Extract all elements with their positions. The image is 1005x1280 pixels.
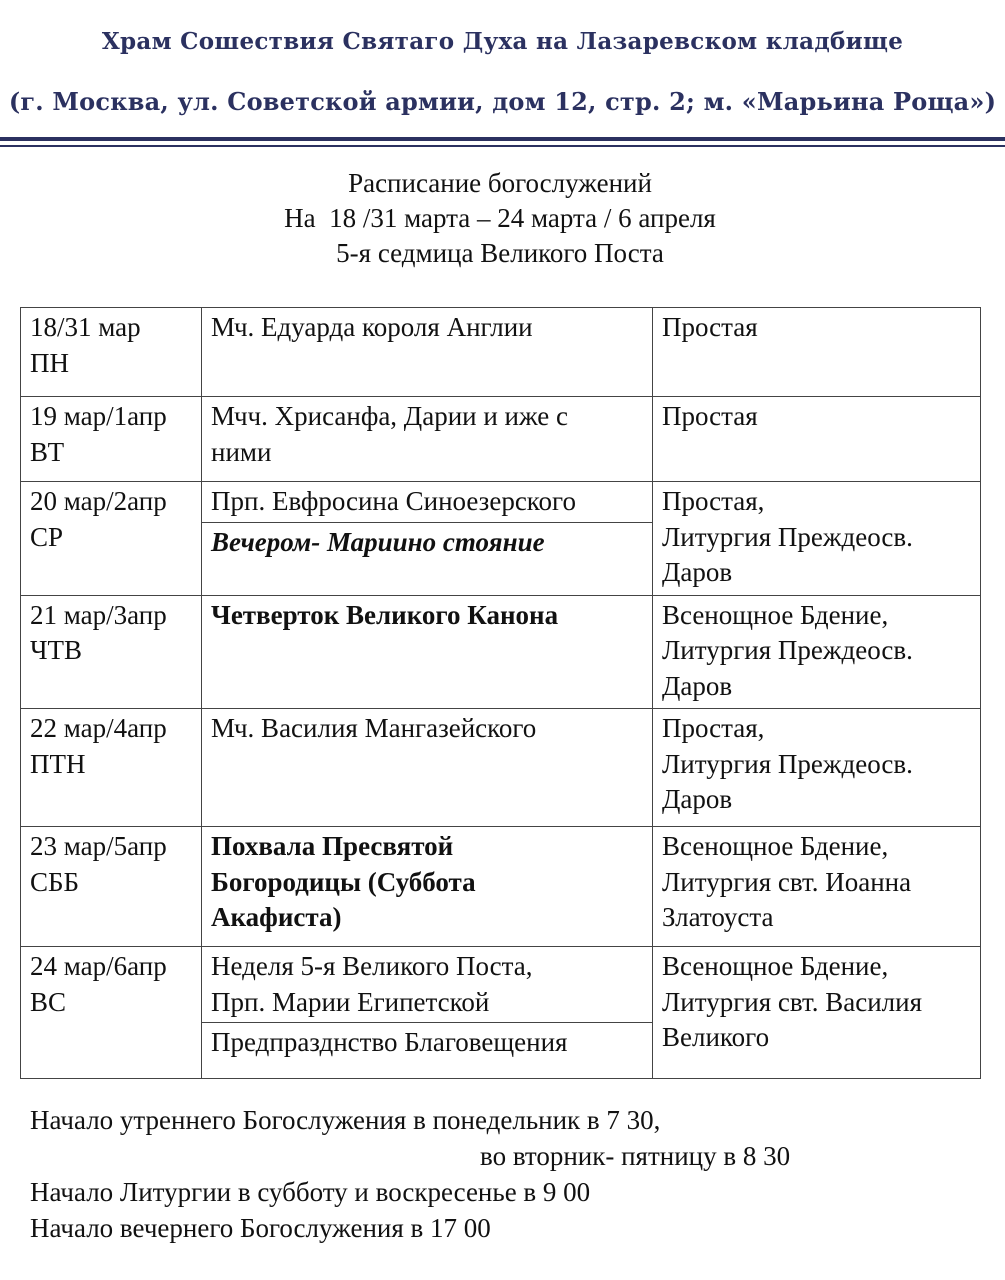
feast-text: Богородицы (Суббота xyxy=(211,866,476,897)
service-cell xyxy=(653,827,981,947)
service-text: Литургия Преждеосв. xyxy=(662,521,913,552)
row-day: ВТ xyxy=(30,436,65,467)
service-cell xyxy=(653,482,981,596)
feast-text: Прп. Марии Египетской xyxy=(211,986,490,1017)
service-cell xyxy=(653,595,981,709)
header-divider-thick xyxy=(0,137,1005,141)
schedule-title: Расписание богослужений xyxy=(348,168,652,198)
service-text: Литургия Преждеосв. xyxy=(662,635,913,665)
row-day: ПН xyxy=(30,347,69,378)
schedule-date-range: На 18 /31 марта – 24 марта / 6 апреля xyxy=(284,203,716,233)
feast-text: Прп. Евфросина Синоезерского xyxy=(211,486,576,516)
date-cell xyxy=(21,827,202,947)
service-text: Златоуста xyxy=(662,902,774,932)
forefeast-text: Предпразднство Благовещения xyxy=(202,1022,652,1063)
table-row xyxy=(21,827,981,947)
service-cell xyxy=(653,308,981,397)
service-text: Простая, xyxy=(662,486,765,516)
row-day: ПТН xyxy=(30,748,86,779)
table-row xyxy=(21,709,981,827)
table-row xyxy=(21,947,981,1079)
feast-text: Мчч. Хрисанфа, Дарии и иже с xyxy=(211,401,569,431)
row-day: СББ xyxy=(30,866,80,897)
service-text: Литургия Преждеосв. xyxy=(662,748,913,779)
row-date: 19 мар/1апр xyxy=(30,401,167,431)
feast-text-group xyxy=(202,947,652,1022)
service-text: Простая xyxy=(662,312,758,342)
feast-text: ними xyxy=(211,436,272,467)
feast-text: Похвала Пресвятой xyxy=(211,831,454,861)
row-date: 21 мар/3апр xyxy=(30,599,167,630)
row-date: 24 мар/6апр xyxy=(30,951,167,981)
feast-text: Мч. Едуарда короля Англии xyxy=(211,312,533,342)
table-row xyxy=(21,595,981,709)
service-cell xyxy=(653,709,981,827)
table-row xyxy=(21,482,981,596)
feast-cell xyxy=(202,595,653,709)
service-text: Даров xyxy=(662,557,733,587)
row-date: 22 мар/4апр xyxy=(30,713,167,743)
note-liturgy-weekend: Начало Литургии в субботу и воскресенье в 9 00 xyxy=(30,1177,591,1207)
date-cell xyxy=(21,308,202,397)
feast-cell xyxy=(202,947,653,1079)
service-text: Даров xyxy=(662,670,733,701)
feast-text: Четверток Великого Канона xyxy=(211,599,559,630)
service-text: Всенощное Бдение, xyxy=(662,951,889,981)
feast-cell xyxy=(202,709,653,827)
feast-cell xyxy=(202,827,653,947)
service-cell xyxy=(653,947,981,1079)
evening-service-note: Вечером- Мариино стояние xyxy=(202,522,652,563)
service-text: Литургия свт. Василия xyxy=(662,986,922,1017)
header-divider-thin xyxy=(0,145,1005,147)
row-date: 18/31 мар xyxy=(30,312,141,342)
feast-cell xyxy=(202,482,653,596)
row-day: ЧТВ xyxy=(30,635,83,665)
feast-cell xyxy=(202,308,653,397)
schedule-table xyxy=(20,307,981,1079)
service-text: Всенощное Бдение, xyxy=(662,831,889,861)
date-cell xyxy=(21,595,202,709)
feast-text: Мч. Василия Мангазейского xyxy=(211,713,537,743)
church-title: Храм Сошествия Святаго Духа на Лазаревском кладбище xyxy=(101,28,904,55)
schedule-heading xyxy=(0,166,1000,271)
row-date: 23 мар/5апр xyxy=(30,831,167,861)
row-day: ВС xyxy=(30,986,67,1017)
date-cell xyxy=(21,482,202,596)
feast-text: Акафиста) xyxy=(211,902,342,932)
service-text: Литургия свт. Иоанна xyxy=(662,866,912,897)
service-cell xyxy=(653,397,981,482)
row-date: 20 мар/2апр xyxy=(30,486,167,516)
table-row xyxy=(21,308,981,397)
service-text: Всенощное Бдение, xyxy=(662,599,889,630)
feast-cell xyxy=(202,397,653,482)
date-cell xyxy=(21,709,202,827)
note-morning-weekdays: во вторник- пятницу в 8 30 xyxy=(480,1141,791,1171)
feast-text: Неделя 5-я Великого Поста, xyxy=(211,951,533,981)
service-text: Простая xyxy=(662,401,758,431)
date-cell xyxy=(21,397,202,482)
service-text: Простая, xyxy=(662,713,765,743)
church-address: (г. Москва, ул. Советской армии, дом 12, стр. 2; м. «Марьина Роща») xyxy=(8,87,997,116)
service-text: Даров xyxy=(662,784,733,814)
table-row xyxy=(21,397,981,482)
row-day: СР xyxy=(30,521,64,552)
date-cell xyxy=(21,947,202,1079)
note-evening: Начало вечернего Богослужения в 17 00 xyxy=(30,1213,491,1243)
service-times-notes xyxy=(30,1102,990,1246)
service-text: Великого xyxy=(662,1022,770,1052)
schedule-week: 5-я седмица Великого Поста xyxy=(336,238,664,268)
note-morning-monday: Начало утреннего Богослужения в понедельник в 7 30, xyxy=(30,1105,661,1135)
